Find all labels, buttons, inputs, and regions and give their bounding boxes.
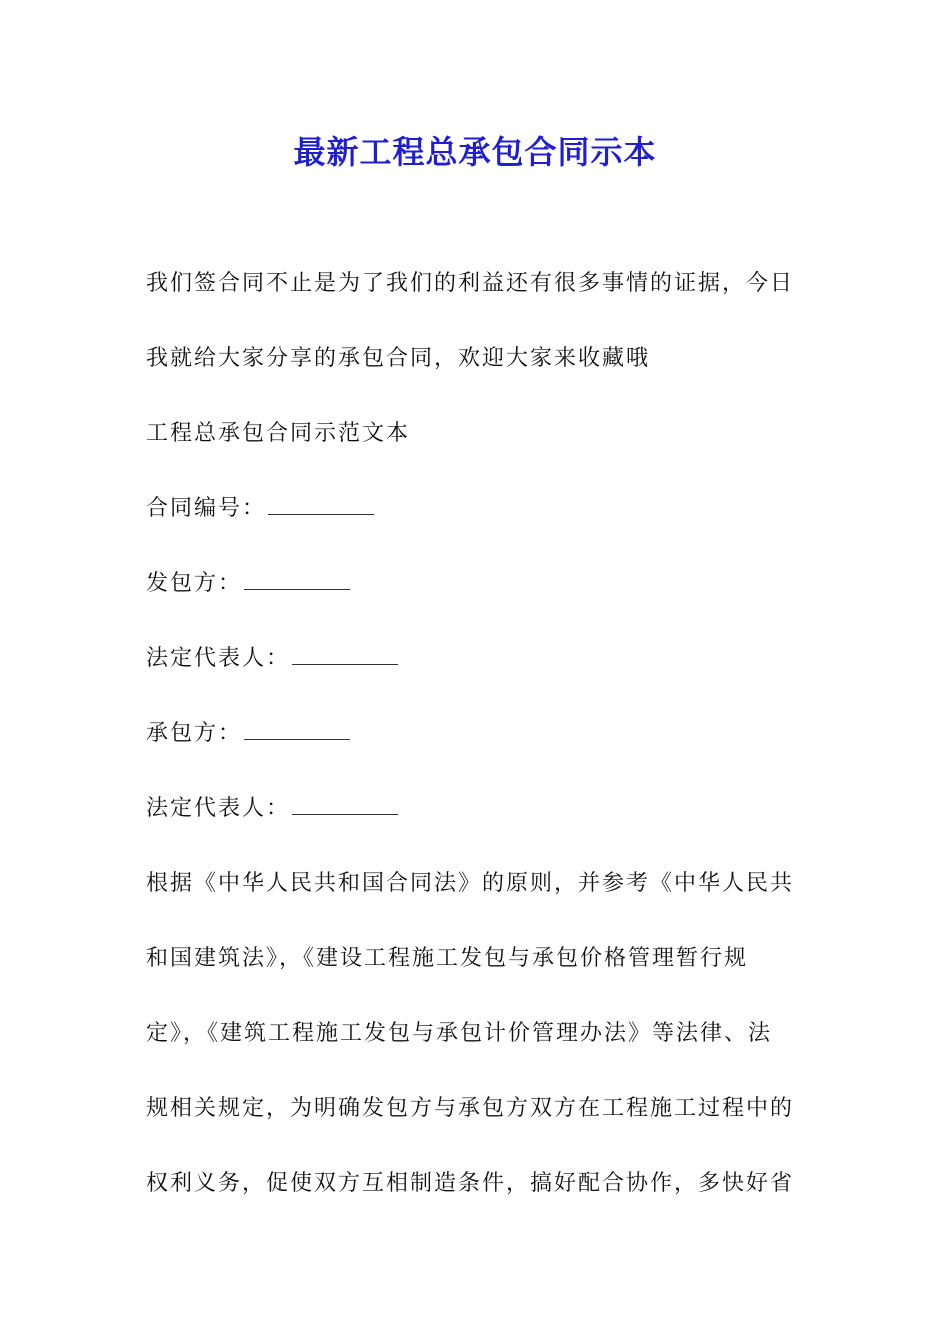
intro-line-2: 我就给大家分享的承包合同，欢迎大家来收藏哦 [146, 346, 651, 371]
intro-line-1: 我们签合同不止是为了我们的利益还有很多事情的证据，今日 [146, 271, 795, 296]
fill-in-blank [292, 644, 398, 665]
document-title: 最新工程总承包合同示本 [293, 133, 657, 171]
field-contract-no [146, 494, 826, 524]
body-line-1: 根据《中华人民共和国合同法》的原则，并参考《中华人民共 [146, 871, 795, 896]
fill-in-blank [244, 569, 350, 590]
body-line-5: 权利义务，促使双方互相制造条件，搞好配合协作，多快好省 [146, 1171, 795, 1196]
field-label: 法定代表人： [146, 796, 291, 821]
template-heading: 工程总承包合同示范文本 [146, 421, 411, 446]
field-label: 承包方： [146, 721, 243, 746]
body-line-4: 规相关规定，为明确发包方与承包方双方在工程施工过程中的 [146, 1096, 795, 1121]
field-contractor [146, 719, 826, 749]
field-contractor-rep [146, 794, 826, 824]
body-line-2: 和国建筑法》，《建设工程施工发包与承包价格管理暂行规 [146, 946, 749, 971]
fill-in-blank [268, 494, 374, 515]
field-label: 合同编号： [146, 496, 267, 521]
fill-in-blank [244, 719, 350, 740]
field-label: 发包方： [146, 571, 243, 596]
field-employer-rep [146, 644, 826, 674]
field-label: 法定代表人： [146, 646, 291, 671]
field-employer [146, 569, 826, 599]
fill-in-blank [292, 794, 398, 815]
body-line-3: 定》，《建筑工程施工发包与承包计价管理办法》等法律、法 [146, 1021, 773, 1046]
